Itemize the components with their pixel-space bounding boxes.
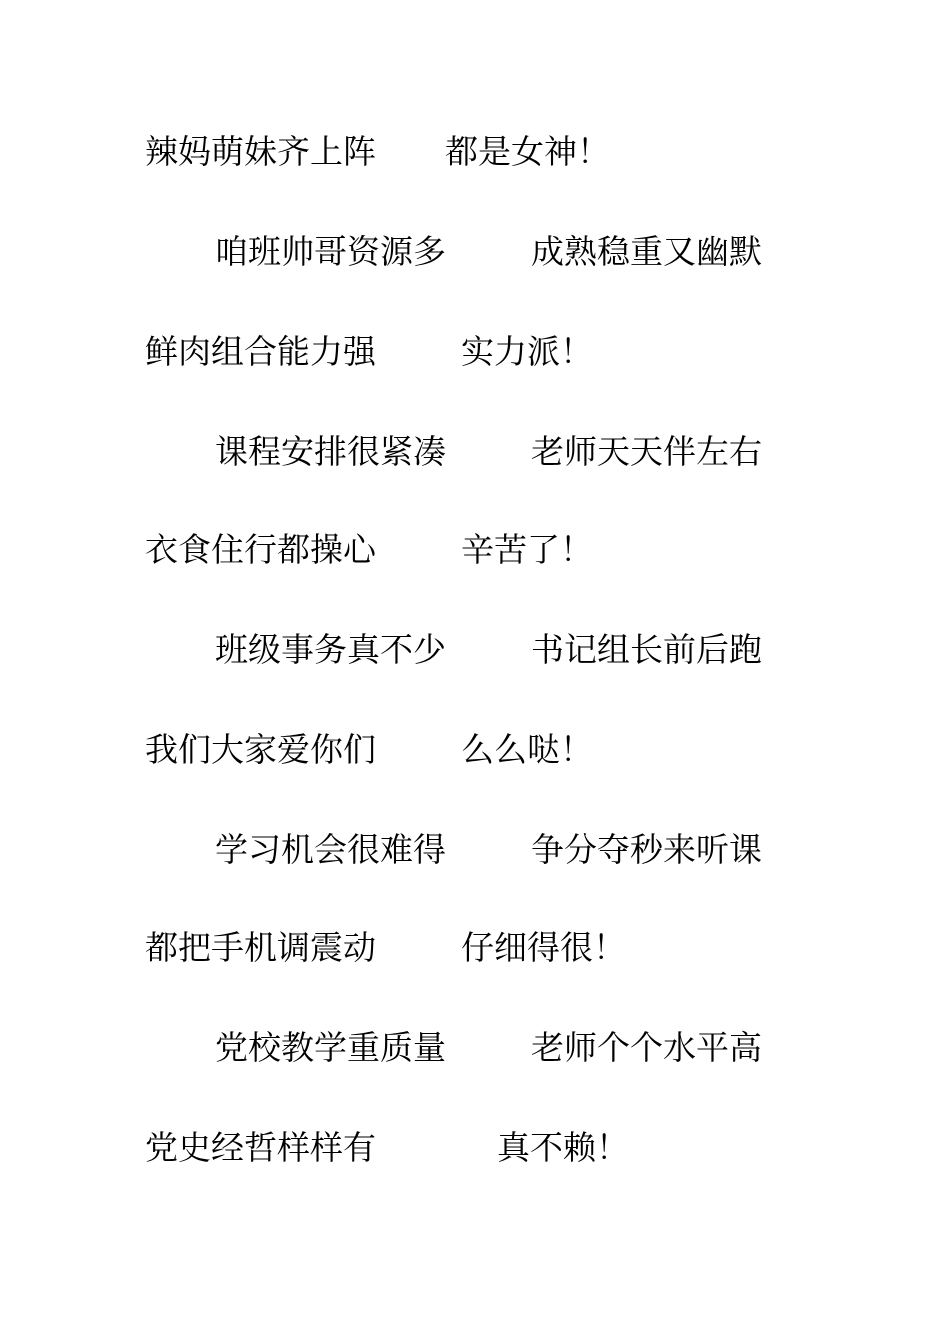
poem-line-3-first-half: 鲜肉组合能力强 [145, 332, 376, 371]
poem-line-2-first-half: 咱班帅哥资源多 [215, 232, 446, 271]
poem-line-1-first-half: 辣妈萌妹齐上阵 [145, 132, 376, 171]
poem-line-6-second-half: 书记组长前后跑 [531, 630, 762, 669]
poem-line-10-second-half: 老师个个水平高 [531, 1028, 762, 1067]
poem-line-1-second-half: 都是女神！ [445, 132, 610, 171]
poem-line-8-first-half: 学习机会很难得 [215, 830, 446, 869]
poem-line-7-first-half: 我们大家爱你们 [145, 730, 376, 769]
poem-line-2-second-half: 成熟稳重又幽默 [531, 232, 762, 271]
poem-line-5-first-half: 衣食住行都操心 [145, 530, 376, 569]
poem-line-9-second-half: 仔细得很！ [461, 928, 626, 967]
poem-line-3-second-half: 实力派！ [461, 332, 593, 371]
poem-line-7-second-half: 么么哒！ [461, 730, 593, 769]
poem-line-11-first-half: 党史经哲样样有 [145, 1128, 376, 1167]
poem-line-6-first-half: 班级事务真不少 [215, 630, 446, 669]
poem-line-9-first-half: 都把手机调震动 [145, 928, 376, 967]
poem-line-5-second-half: 辛苦了！ [461, 530, 593, 569]
poem-line-10-first-half: 党校教学重质量 [215, 1028, 446, 1067]
poem-line-4-second-half: 老师天天伴左右 [531, 432, 762, 471]
poem-line-4-first-half: 课程安排很紧凑 [215, 432, 446, 471]
poem-line-8-second-half: 争分夺秒来听课 [531, 830, 762, 869]
poem-line-11-second-half: 真不赖！ [497, 1128, 629, 1167]
